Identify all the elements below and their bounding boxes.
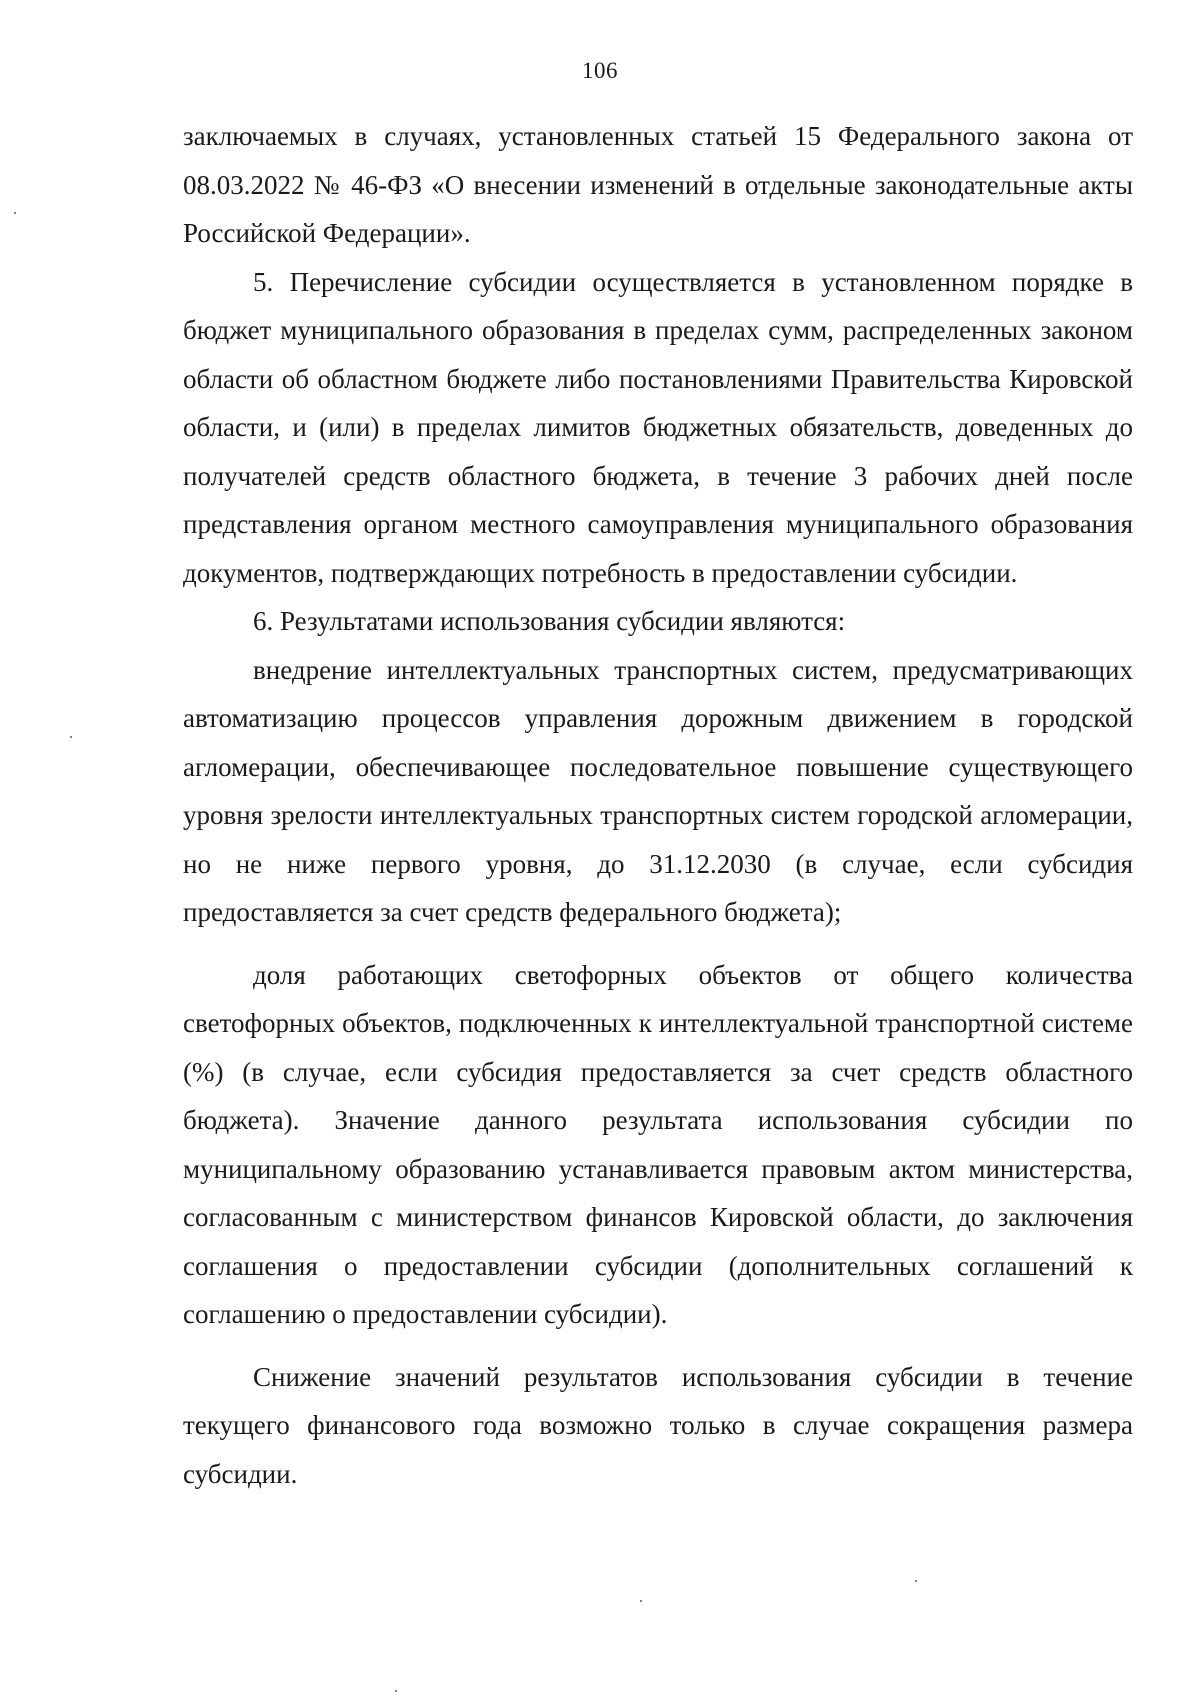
paragraph-item-5: 5. Перечисление субсидии осуществляется в установленном порядке в бюджет муниципального образования в пределах сумм, распределенных законом области об областном бюджете либо постановлениями Правительства Кировской области, и (или) в пределах лимитов бюджетных обязательств, доведенных до получателей средств областного бюджета, в течение 3 рабочих дней после представления органом местного самоуправления муниципального образования документов, подтверждающих потребность в предоставлении субсидии. [183, 266, 1133, 588]
scan-speck [395, 1690, 397, 1692]
paragraph-reduction: Снижение значений результатов использования субсидии в течение текущего финансового года возможно только в случае сокращения размера субсидии. [183, 1361, 1133, 1489]
document-body [183, 112, 1133, 1498]
paragraph-result-traffic-lights: доля работающих светофорных объектов от общего количества светофорных объектов, подключенных к интеллектуальной транспортной системе (%) (в случае, если субсидия предоставляется за счет средств областного бюджета). Значение данного результата использования субсидии по муниципальному образованию устанавливается правовым актом министерства, согласованным с министерством финансов Кировской области, до заключения соглашения о предоставлении субсидии (дополнительных соглашений к соглашению о предоставлении субсидии). [183, 959, 1133, 1329]
paragraph-continuation: заключаемых в случаях, установленных статьей 15 Федерального закона от 08.03.2022 № 46-ФЗ «О внесении изменений в отдельные законодательные акты Российской Федерации». [183, 121, 1133, 248]
scan-speck [14, 212, 16, 214]
scan-speck [640, 1600, 642, 1602]
paragraph-result-its: внедрение интеллектуальных транспортных систем, предусматривающих автоматизацию процессов управления дорожным движением в городской агломерации, обеспечивающее последовательное повышение существующего уровня зрелости интеллектуальных транспортных систем городской агломерации, но не ниже первого уровня, до 31.12.2030 (в случае, если субсидия предоставляется за счет средств федерального бюджета); [183, 654, 1133, 927]
paragraph-item-6: 6. Результатами использования субсидии являются: [253, 606, 846, 636]
scan-speck [70, 736, 72, 738]
scan-speck [915, 1580, 917, 1582]
page-number: 106 [582, 58, 618, 83]
